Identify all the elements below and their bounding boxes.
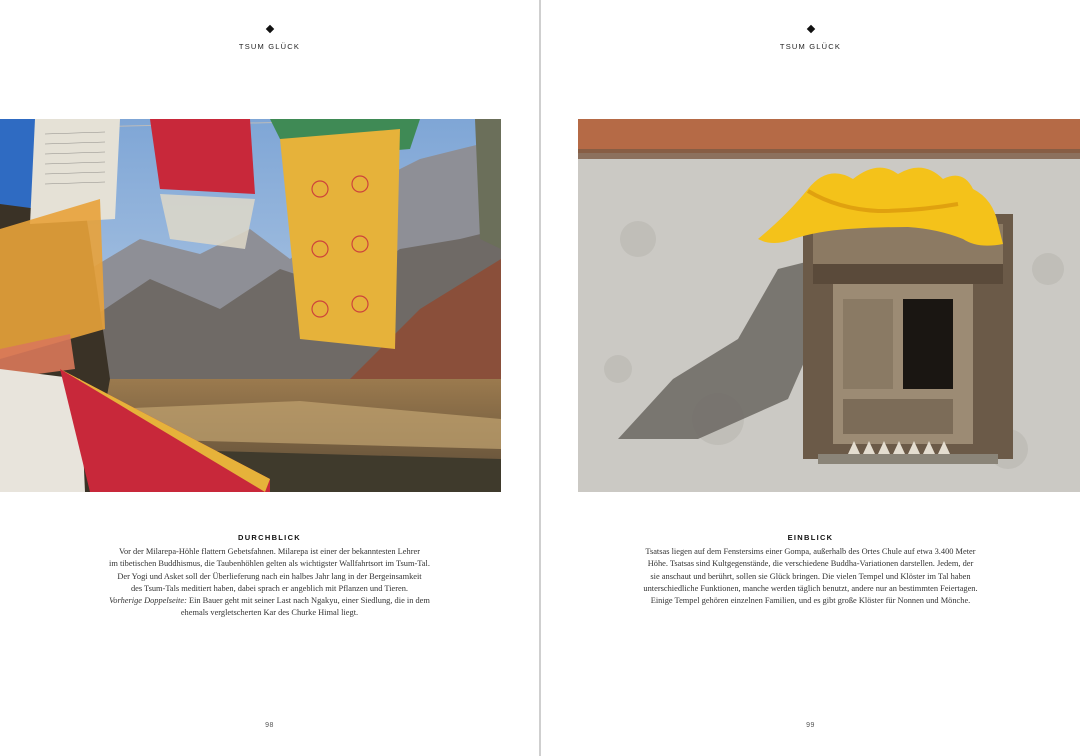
caption-note <box>0 595 539 607</box>
caption-line: sie anschaut und berührt, sollen sie Glück bringen. Die vielen Tempel und Klöster im Tal haben <box>650 571 971 581</box>
caption-body <box>0 546 539 620</box>
caption-line: im tibetischen Buddhismus, die Taubenhöhlen gelten als wichtigster Wallfahrtsort im Tsum-Tal. <box>109 559 430 569</box>
caption-note-label: Vorherige Doppelseite: <box>109 596 187 606</box>
running-head-text: TSUM GLÜCK <box>779 42 842 51</box>
page-number-left: 98 <box>265 722 274 729</box>
page-number-right: 99 <box>806 722 815 729</box>
caption-title: DURCHBLICK <box>238 533 301 542</box>
caption-left <box>0 533 539 620</box>
running-head-text: TSUM GLÜCK <box>238 42 301 51</box>
caption-line: ehemals vergletscherten Kar des Churke Himal liegt. <box>180 608 359 618</box>
caption-right <box>541 533 1080 607</box>
caption-body <box>541 546 1080 607</box>
caption-line: des Tsum-Tals meditiert haben, dabei sprach er angeblich mit Pflanzen und Tieren. <box>130 583 409 593</box>
caption-note-text: Ein Bauer geht mit seiner Last nach Ngakyu, einer Siedlung, die in dem <box>188 596 430 606</box>
prayer-flags-photo <box>0 119 501 492</box>
caption-line: Einige Tempel gehören einzelnen Familien, und es gibt große Klöster für Nonnen und Mönche. <box>650 596 971 606</box>
caption-line: Vor der Milarepa-Höhle flattern Gebetsfahnen. Milarepa ist einer der bekanntesten Lehrer <box>119 547 420 556</box>
caption-line: Tsatsas liegen auf dem Fenstersims einer Gompa, außerhalb des Ortes Chule auf etwa 3.400 Meter <box>645 547 976 556</box>
diamond-ornament-icon <box>265 25 273 33</box>
caption-line: Höhe. Tsatsas sind Kultgegenstände, die verschiedene Buddha-Variationen darstellen. Jedem, der <box>647 559 974 569</box>
caption-title: EINBLICK <box>787 533 834 542</box>
window-photo <box>578 119 1080 492</box>
photo-prayer-flags <box>0 119 501 492</box>
photo-window <box>578 119 1080 492</box>
running-head-right <box>541 26 1080 54</box>
diamond-ornament-icon <box>806 25 814 33</box>
caption-line: Der Yogi und Asket soll der Überlieferung nach ein halbes Jahr lang in der Bergeinsamkeit <box>117 571 422 581</box>
left-page <box>0 0 539 756</box>
caption-line: unterschiedliche Funktionen, manche werden täglich benutzt, andere nur an bestimmten Feiertagen. <box>643 583 978 593</box>
running-head-left <box>0 26 539 54</box>
right-page <box>541 0 1080 756</box>
